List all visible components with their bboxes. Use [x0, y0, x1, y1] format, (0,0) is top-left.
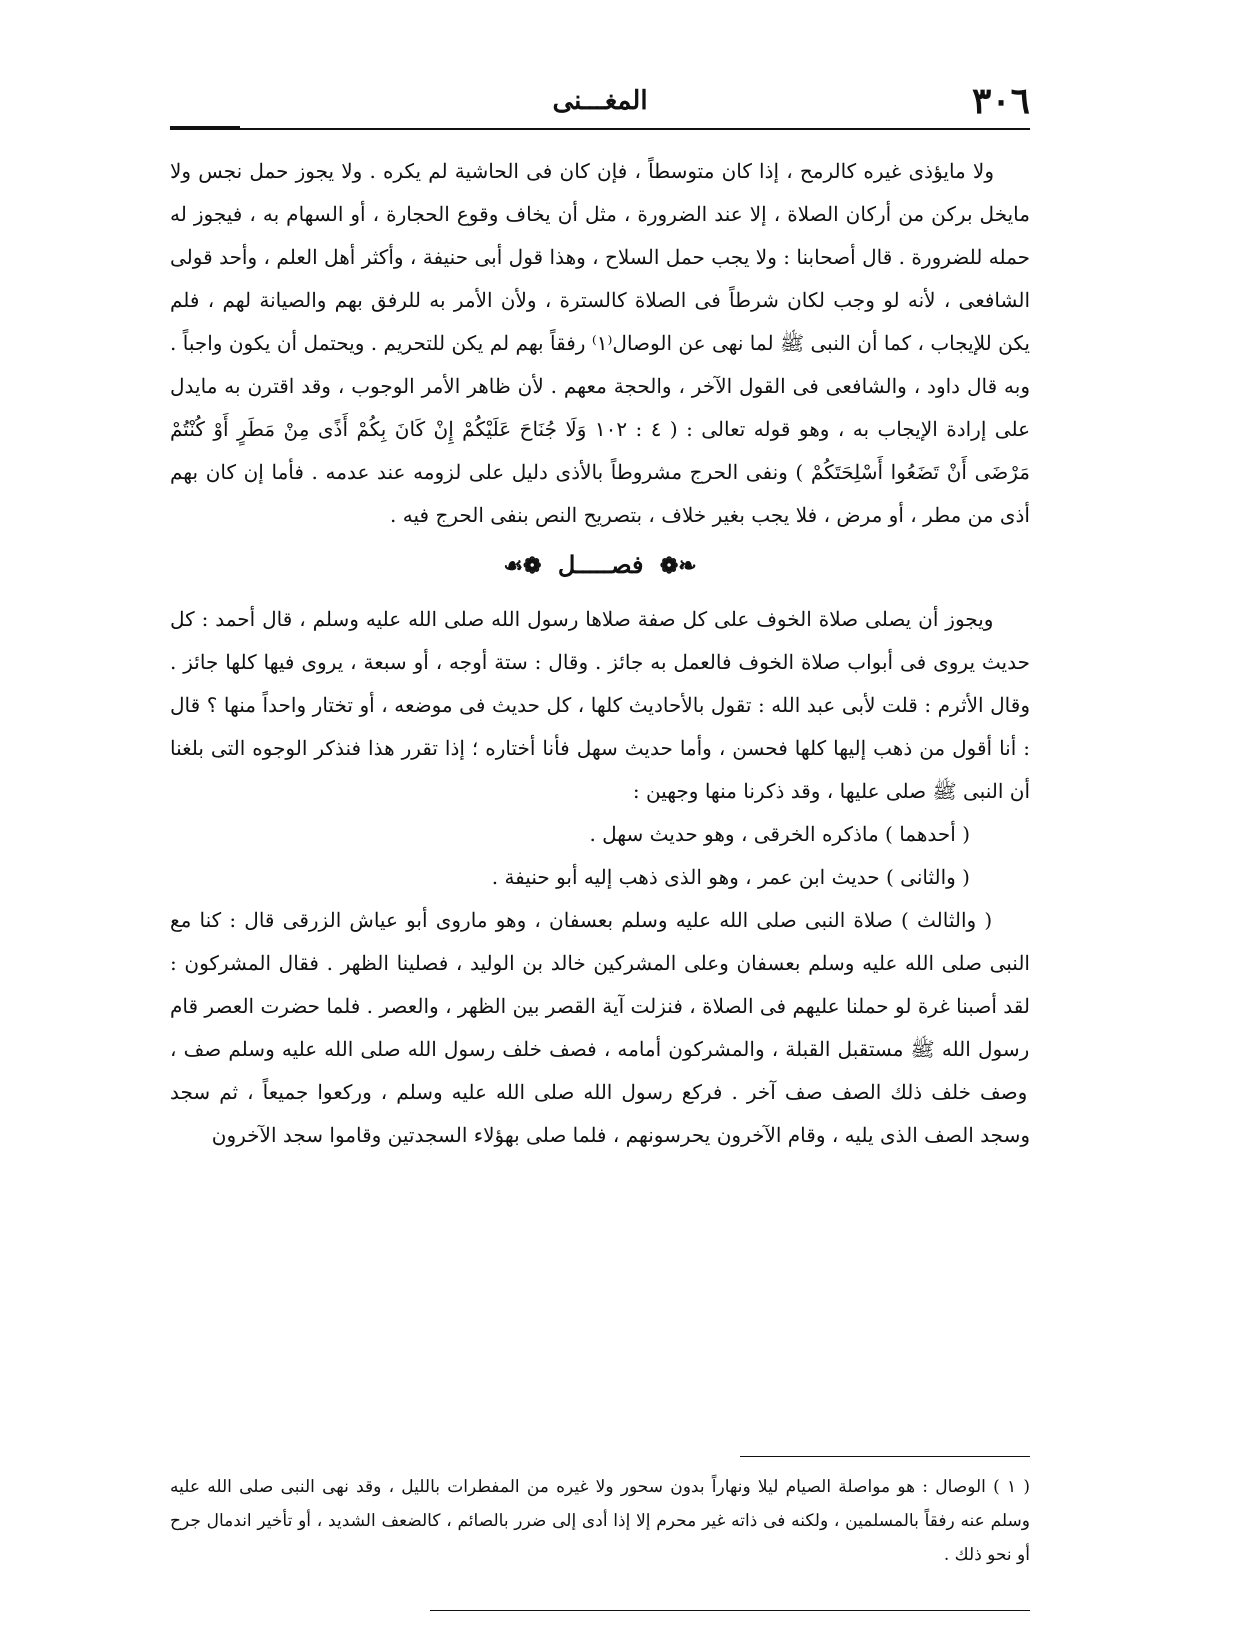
text-line: ولا مايخل بركن من أركان الصلاة ، إلا عند الضرورة ، مثل أن يخاف وقوع الحجارة ، أو السهام — [170, 159, 1030, 226]
running-title: المغـــنى — [552, 86, 648, 116]
text-line: النبى صلى الله عليه وسلم بعسفان وعلى المشركين خالد بن الوليد ، فصلينا الظهر . فقال المشركون : لقد — [170, 951, 1030, 1018]
paragraph-1 — [170, 150, 1030, 537]
text-line: ( والثالث ) صلاة النبى صلى الله عليه وسلم بعسفان ، وهو ماروى أبو عياش الزرقى قال : كنا مع — [170, 908, 993, 932]
list-item-2: ( والثانى ) حديث ابن عمر ، وهو الذى ذهب إليه أبو حنيفة . — [491, 865, 970, 889]
text-line: رسول الله ﷺ مستقبل القبلة ، والمشركون أمامه ، فصف خلف رسول الله صلى الله عليه وسلم صف ، — [170, 1037, 1030, 1061]
paragraph-2 — [170, 598, 1030, 813]
main-text — [170, 150, 1030, 1157]
text-line: ويجوز أن يصلى صلاة الخوف على كل صفة صلاها رسول الله صلى الله عليه وسلم ، قال أحمد : كل — [170, 607, 994, 631]
footnote-line: نهى النبى صلى الله عليه وسلم عنه رفقاً بالمسلمين ، ولكنه فى ذاته غير محرم إلا إذا أدى إلى ضرر بالصائم ، — [170, 1477, 1030, 1531]
text-line: جائز . وقال الأثرم : قلت لأبى عبد الله : تقول بالأحاديث كلها ، كل حديث فى موضعه ، أو تختار واحداً — [170, 650, 1030, 717]
ornament-left-icon: ❁☙ — [503, 553, 542, 579]
page-header — [170, 80, 1030, 130]
text-line: الحرج مشروطاً بالأذى دليل على لزومه عند عدمه . فأما إن كان بهم أذى من مطر ، أو مرض ، فلا — [170, 460, 1030, 527]
header-rule — [170, 128, 1030, 130]
footnote-line: كالضعف الشديد ، أو تأخير اندمال جرح أو نحو ذلك . — [170, 1511, 1030, 1565]
text-line: أصبنا غرة لو حملنا عليهم فى الصلاة ، فنزلت آية القصر بين الظهر ، والعصر . فلما حضرت العصر قام — [170, 994, 997, 1018]
footnote — [170, 1470, 1030, 1572]
text-line: ولا مايؤذى غيره كالرمح ، إذا كان متوسطاً ، فإن كان فى الحاشية لم يكره . ولا يجوز حمل نجس — [191, 159, 994, 183]
ornament-right-icon: ❧❁ — [659, 553, 697, 579]
text-line: وسجد الصف الذى يليه ، وقام الآخرون يحرسونهم ، فلما صلى بهؤلاء السجدتين وقاموا سجد الآخرون — [211, 1123, 1030, 1147]
text-line: حديث يروى فى أبواب صلاة الخوف فالعمل به جائز . وقال : ستة أوجه ، أو سبعة ، يروى فيها كلها — [218, 650, 1030, 674]
page-number: ٣٠٦ — [971, 80, 1030, 122]
text-line: للرفق بهم والصيانة لهم ، فلم يكن للإيجاب ، كما أن النبى ﷺ لما نهى عن الوصال⁽١⁾ رفقاً بهم لم — [170, 288, 1030, 355]
bottom-rule — [430, 1610, 1030, 1611]
footnote-line: ( ١ ) الوصال : هو مواصلة الصيام ليلا ونهاراً بدون سحور ولا غيره من المفطرات بالليل ، وقد — [348, 1477, 1030, 1497]
section-heading-text: فصـــــل — [557, 550, 644, 579]
section-heading — [170, 543, 1030, 588]
text-line: منها ؟ قال : أنا أقول من ذهب إليها كلها فحسن ، وأما حديث سهل فأنا أختاره ؛ إذا تقرر هذا فنذكر — [170, 693, 1030, 760]
text-line: وصف خلف ذلك الصف صف آخر . فركع رسول الله صلى الله عليه وسلم ، وركعوا جميعاً ، ثم سجد — [170, 1080, 1028, 1104]
text-line: به ، فيجوز له حمله للضرورة . قال أصحابنا : ولا يجب حمل السلاح ، وهذا قول أبى حنيفة ، وأكثر — [170, 202, 1030, 269]
footnote-rule — [740, 1456, 1030, 1457]
paragraph-3 — [170, 899, 1030, 1157]
text-line: يكن للتحريم . ويحتمل أن يكون واجباً . وبه قال داود ، والشافعى فى القول الآخر ، والحجة معهم . — [170, 331, 1030, 398]
text-line: يجب بغير خلاف ، بتصريح النص بنفى الحرج فيه . — [390, 503, 790, 527]
quran-verse-line: وَلَا جُنَاحَ عَلَيْكُمْ إِنْ كَانَ بِكُمْ أَذًى مِنْ مَطَرٍ أَوْ كُنْتُمْ مَرْضَى أَنْ تَضَعُوا أَسْلِحَتَكُمْ ) ونفى — [170, 417, 1030, 484]
list-item-1: ( أحدهما ) ماذكره الخرقى ، وهو حديث سهل . — [589, 822, 970, 846]
text-line: الوجوه التى بلغنا أن النبى ﷺ صلى عليها ، وقد ذكرنا منها وجهين : — [170, 736, 1030, 803]
text-line: أهل العلم ، وأحد قولى الشافعى ، لأنه لو وجب لكان شرطاً فى الصلاة كالسترة ، ولأن الأمر به — [170, 245, 1031, 312]
text-line: لأن ظاهر الأمر الوجوب ، وقد اقترن به مايدل على إرادة الإيجاب به ، وهو قوله تعالى : ( ٤ : ١٠٢ — [170, 374, 1031, 441]
